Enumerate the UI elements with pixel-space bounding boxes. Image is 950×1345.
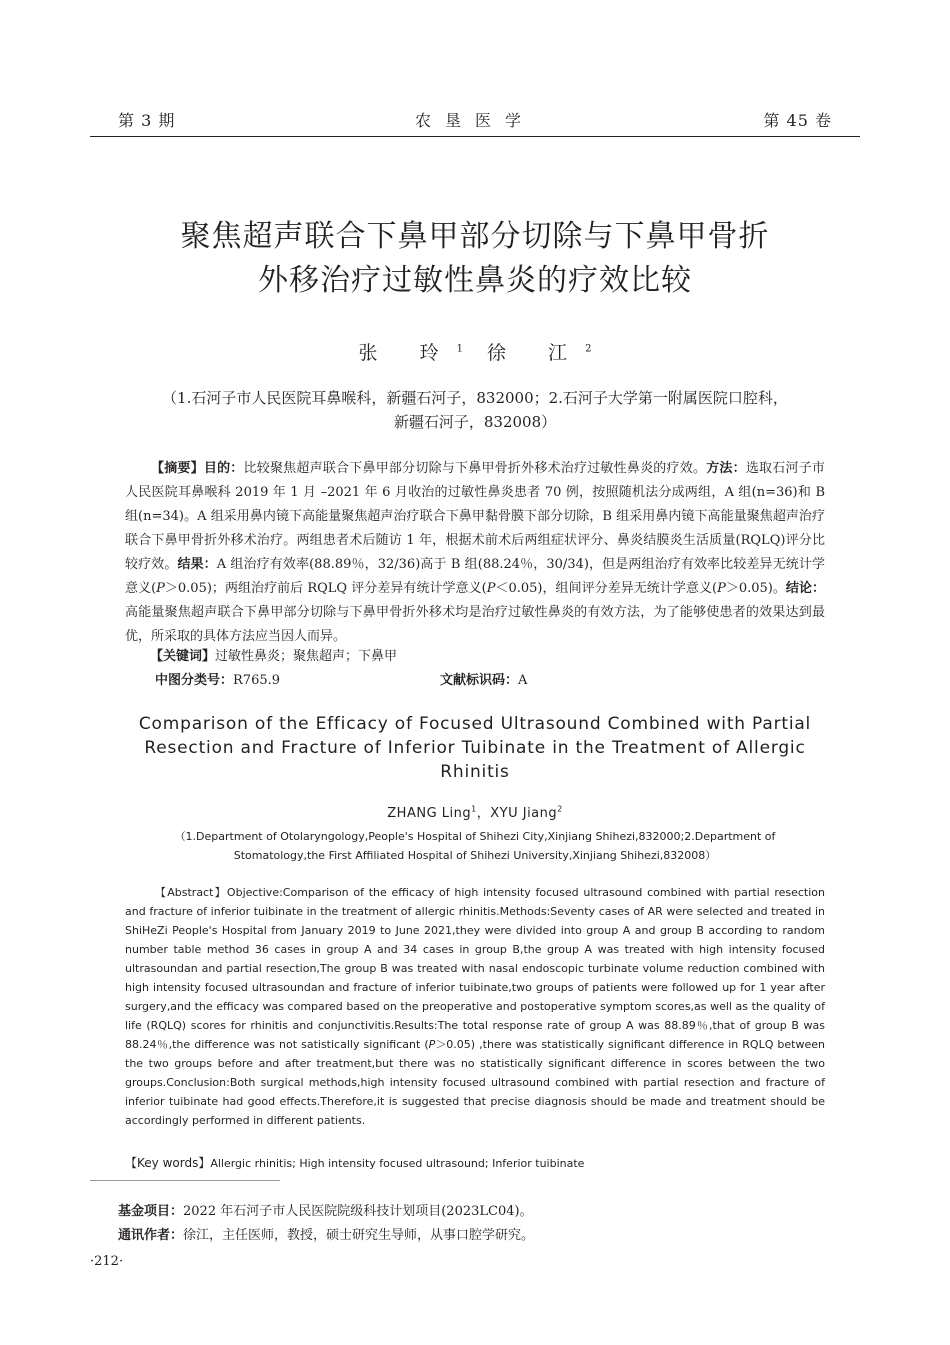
affiliation-line-2: 新疆石河子，832008）	[393, 413, 557, 431]
english-author-2-affil: 2	[557, 804, 563, 814]
p-symbol: P	[428, 1038, 436, 1051]
methods-label: 方法：	[706, 461, 746, 476]
fund-note	[118, 1200, 533, 1219]
en-results-text-1: The total response rate of group A was 88.89％,that of group B was 88.24％,the difference was not satistically significant (	[125, 1019, 825, 1051]
conclusion-label: 结论：	[785, 581, 825, 596]
header-rule	[90, 136, 860, 137]
abstract-label: 【摘要】	[151, 461, 204, 476]
english-authors	[0, 802, 950, 821]
en-methods-text: Seventy cases of AR were selected and treated in ShiHeZi People's Hospital from January 2019 to June 2021,they were divided into group A and group B according to random number table method 36 cases in group A and 34 cases in group B,the group A was treated with high intensity focused ultrasoundan and partial resection,The group B was treated with nasal endoscopic turbinate volume reduction combined with high intensity focused ultrasoundan and fracture of inferior tuibinate,two groups of patients were followed up for 1 year after surgery,and the efficacy was compared based on the preoperative and postoperative symptom scores,as well as the quality of life (RQLQ) scores for rhinitis and conjunctivitis.	[125, 905, 825, 1032]
en-methods-label: Methods:	[499, 905, 551, 918]
footnote-rule	[90, 1180, 280, 1181]
en-results-text-2: ＞0.05) ,there was statistically significant difference in RQLQ between the two groups before and after treatment,but there was no statistically significant difference in scores between the two groups.	[125, 1038, 825, 1089]
keywords-cn	[150, 645, 397, 664]
doc-code-label: 文献标识码：	[440, 673, 519, 688]
title-line-2: 外移治疗过敏性鼻炎的疗效比较	[258, 263, 692, 298]
affiliations	[110, 386, 840, 434]
en-keywords-label: 【Key words】	[125, 1156, 211, 1170]
english-title-line-2: Resection and Fracture of Inferior Tuibinate in the Treatment of Allergic	[144, 738, 806, 758]
affiliation-line-1: （1.石河子市人民医院耳鼻喉科，新疆石河子，832000；2.石河子大学第一附属医院口腔科，	[162, 389, 788, 407]
results-text-4: ＞0.05)。	[725, 581, 786, 596]
journal-name: 农垦医学	[414, 111, 535, 130]
abstract-en	[125, 883, 825, 1130]
english-affiliation-line-2: Stomatology,the First Affiliated Hospital of Shihezi University,Xinjiang Shihezi,832008）	[233, 849, 717, 862]
doc-code-value: A	[518, 673, 528, 688]
english-author-2: XYU Jiang	[490, 806, 558, 821]
en-abstract-label: 【Abstract】	[155, 886, 227, 899]
clc-label: 中图分类号：	[155, 673, 234, 688]
en-objective-label: Objective:	[226, 886, 283, 899]
author-2: 徐 江	[487, 342, 586, 364]
corresponding-text: 徐江，主任医师，教授，硕士研究生导师，从事口腔学研究。	[183, 1228, 535, 1243]
volume-number: 第 45 卷	[763, 111, 832, 130]
author-1: 张 玲	[358, 342, 457, 364]
p-symbol: P	[717, 581, 726, 596]
corresponding-label: 通讯作者：	[118, 1228, 184, 1243]
article-title	[60, 215, 890, 303]
author-2-affil: 2	[585, 343, 592, 355]
author-list	[0, 338, 950, 365]
purpose-text: 比较聚焦超声联合下鼻甲部分切除与下鼻甲骨折外移术治疗过敏性鼻炎的疗效。	[243, 461, 707, 476]
keywords-label: 【关键词】	[150, 649, 216, 664]
p-symbol: P	[486, 581, 496, 596]
results-label: 结果：	[177, 557, 217, 572]
fund-text: 2022 年石河子市人民医院院级科技计划项目(2023LC04)。	[183, 1204, 533, 1219]
english-author-1: ZHANG Ling	[387, 806, 472, 821]
corresponding-author-note	[118, 1224, 534, 1243]
title-line-1: 聚焦超声联合下鼻甲部分切除与下鼻甲骨折	[180, 219, 770, 254]
p-symbol: P	[156, 581, 165, 596]
english-title-line-3: Rhinitis	[440, 762, 510, 782]
english-title-line-1: Comparison of the Efficacy of Focused Ultrasound Combined with Partial	[138, 714, 812, 734]
results-text-2: ＞0.05)；两组治疗前后 RQLQ 评分差异有统计学意义(	[164, 581, 487, 596]
en-objective-text: Comparison of the efficacy of high intensity focused ultrasound combined with partial resection and fracture of inferior tuibinate in the treatment of allergic rhinitis.	[125, 886, 825, 918]
purpose-label: 目的：	[203, 461, 244, 476]
results-text-3: ＜0.05)，组间评分差异无统计学意义(	[495, 581, 718, 596]
en-conclusion-label: Conclusion:	[166, 1076, 230, 1089]
conclusion-text: 高能量聚焦超声联合下鼻甲部分切除与下鼻甲骨折外移术均是治疗过敏性鼻炎的有效方法，为了能够使患者的效果达到最优，所采取的具体方法应当因人而异。	[125, 605, 825, 644]
en-keywords-text: Allergic rhinitis; High intensity focused ultrasound; Inferior tuibinate	[210, 1157, 585, 1170]
page-number: ·212·	[90, 1254, 124, 1269]
en-conclusion-text: Both surgical methods,high intensity focused ultrasound combined with partial resection and fracture of inferior tuibinate had good effects.Therefore,it is suggested that precise diagnosis should be made and treatment should be accordingly performed in different patients.	[125, 1076, 825, 1127]
author-separator: ，	[476, 806, 491, 821]
author-1-affil: 1	[456, 343, 463, 355]
english-author-1-affil: 1	[471, 804, 477, 814]
clc-number	[155, 669, 280, 688]
results-text-1: A 组治疗有效率(88.89％，32/36)高于 B 组(88.24％，30/34)，但是两组治疗有效率比较差异无统计学意义(	[125, 557, 825, 596]
english-affiliation-line-1: （1.Department of Otolaryngology,People's Hospital of Shihezi City,Xinjiang Shihezi,832000;2.Department of	[174, 830, 776, 843]
methods-text: 选取石河子市人民医院耳鼻喉科 2019 年 1 月 –2021 年 6 月收治的过敏性鼻炎患者 70 例，按照随机法分成两组，A 组(n=36)和 B 组(n=34)。A 组采用鼻内镜下高能量聚焦超声治疗联合下鼻甲黏骨膜下部分切除，B 组采用鼻内镜下高能量聚焦超声治疗联合下鼻甲骨折外移术治疗。两组患者术后随访 1 年，根据术前术后两组症状评分、鼻炎结膜炎生活质量(RQLQ)评分比较疗效。	[125, 461, 825, 572]
abstract-cn	[125, 457, 825, 649]
document-code	[440, 669, 527, 688]
keywords-en	[125, 1154, 584, 1171]
en-results-label: Results:	[394, 1019, 438, 1032]
english-affiliations	[130, 827, 820, 865]
issue-number: 第 3 期	[118, 111, 176, 130]
keywords-text: 过敏性鼻炎；聚焦超声；下鼻甲	[215, 649, 398, 664]
clc-value: R765.9	[233, 673, 281, 688]
english-title	[120, 712, 830, 784]
fund-label: 基金项目：	[118, 1204, 184, 1219]
